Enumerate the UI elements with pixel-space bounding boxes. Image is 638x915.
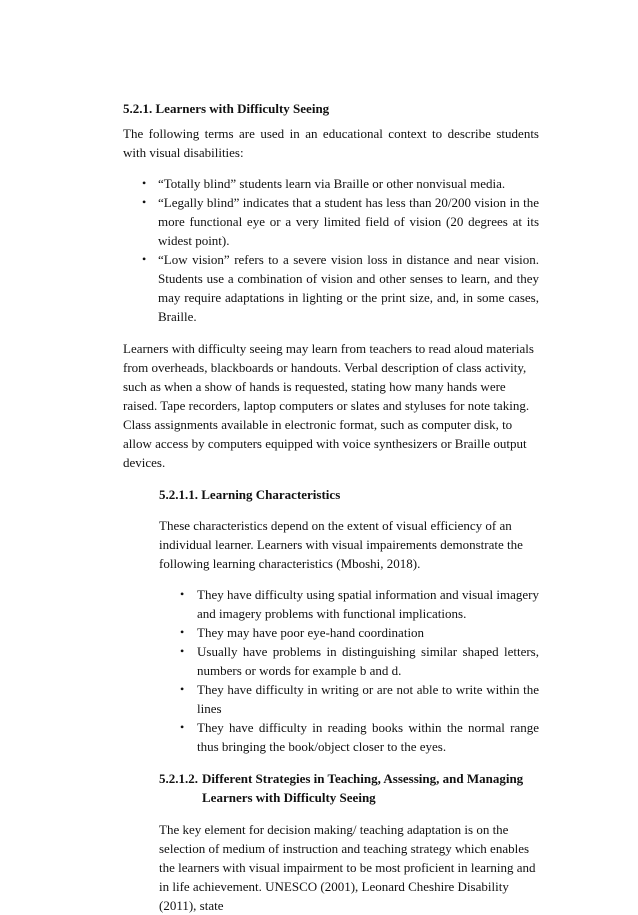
document-body bbox=[123, 99, 539, 915]
bullet-list-characteristics bbox=[159, 585, 539, 756]
subsection-intro: These characteristics depend on the extent of visual efficiency of an individual learner. Learners with visual impairements demonstrate the following learning characteristics (Mboshi, 2018). bbox=[159, 518, 523, 571]
section-title: Different Strategies in Teaching, Assessing, and Managing Learners with Difficulty Seeing bbox=[202, 771, 524, 805]
subsection-5-2-1-2 bbox=[159, 769, 539, 915]
section-heading-5-2-1: 5.2.1. Learners with Difficulty Seeing bbox=[123, 101, 330, 116]
list-item: • “Low vision” refers to a severe vision loss in distance and near vision. Students use a combination of vision and other senses to learn, and they may require adaptations in lighting or the print size, and, in some cases, Braille. bbox=[123, 250, 539, 326]
body-paragraph: The key element for decision making/ teaching adaptation is on the selection of medium of instruction and teaching strategy which enables the learners with visual impairment to be most proficient in learning and in life achievement. UNESCO (2001), Leonard Cheshire Disability (2011), state bbox=[159, 822, 536, 913]
list-item: • “Totally blind” students learn via Braille or other nonvisual media. bbox=[123, 174, 539, 193]
list-item: • They have difficulty using spatial information and visual imagery and imagery problems with functional implications. bbox=[159, 585, 539, 623]
section-heading-5-2-1-1: 5.2.1.1. Learning Characteristics bbox=[159, 487, 341, 502]
section-number: 5.2.1.2. bbox=[159, 771, 198, 786]
body-paragraph: Learners with difficulty seeing may learn from teachers to read aloud materials from overheads, blackboards or handouts. Verbal description of class activity, such as when a show of hands is requested, stating how many hands were raised. Tape recorders, laptop computers or slates and styluses for note taking. Class assignments available in electronic format, such as computer disk, to allow access by computers equipped with voice synthesizers or Braille output devices. bbox=[123, 341, 534, 470]
list-item: • They have difficulty in writing or are not able to write within the lines bbox=[159, 680, 539, 718]
list-item: • Usually have problems in distinguishing similar shaped letters, numbers or words for example b and d. bbox=[159, 642, 539, 680]
list-item: • They may have poor eye-hand coordination bbox=[159, 623, 539, 642]
section-intro: The following terms are used in an educational context to describe students with visual disabilities: bbox=[123, 126, 539, 160]
subsection-5-2-1-1 bbox=[159, 485, 539, 756]
section-heading-5-2-1-2 bbox=[159, 769, 539, 807]
list-item: • “Legally blind” indicates that a student has less than 20/200 vision in the more functional eye or a very limited field of vision (20 degrees at its widest point). bbox=[123, 193, 539, 250]
bullet-list-terms bbox=[123, 174, 539, 326]
list-item: • They have difficulty in reading books within the normal range thus bringing the book/object closer to the eyes. bbox=[159, 718, 539, 756]
